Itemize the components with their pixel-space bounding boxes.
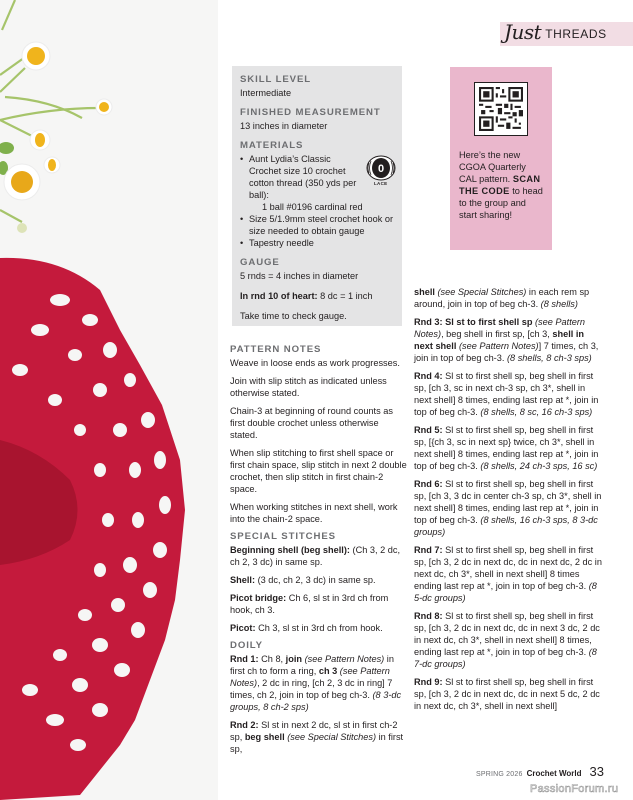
cal-promo-intro: Here’s the new CGOA Quarterly CAL pattern. — [459, 150, 526, 184]
round-text: , 2 dc in ring, [ch 2, 3 dc in ring] 7 times, ch 2, join in top of beg ch-3. — [230, 678, 393, 700]
gauge-heart-value: 8 dc = 1 inch — [317, 291, 373, 301]
doily-and-daisies-illustration — [0, 0, 218, 800]
material-item: • Aunt Lydia’s Classic Crochet size 10 crochet cotton thread (350 yds per ball): — [240, 153, 394, 201]
stitch-desc: Ch 3, sl st in 3rd ch from hook. — [255, 623, 383, 633]
round-text: in first sp, — [230, 732, 404, 754]
stitch-name: Picot: — [230, 623, 256, 633]
special-stitch-beg-shell — [230, 544, 408, 568]
issue-season: SPRING 2026 — [476, 771, 523, 778]
round-stitch-count: (8 7-dc groups) — [414, 647, 597, 669]
special-stitches-heading: SPECIAL STITCHES — [230, 531, 336, 542]
round-text: Sl st to first shell sp, beg shell in first sp, [ch 3, 3 dc in center ch-3 sp, ch 3*, shell in next shell] 8 times, ending last rep at *, join in top of beg ch-3. — [414, 479, 602, 525]
round-stitch-count: (8 shells, 8 sc, 16 ch-3 sps) — [480, 407, 593, 417]
round-bold-term: join — [285, 654, 303, 664]
stitch-name: Beginning shell (beg shell): — [230, 545, 350, 555]
qr-code-graphic — [479, 87, 523, 131]
round-text: Sl st to first shell sp, beg shell in first sp, [ch 3, 2 dc in next dc, dc in next dc, 2 dc in next dc, ch 3*, shell in next shell] 8 times ending last rep at *, join in top of beg ch-3. — [414, 545, 602, 591]
round-label: Rnd 2: — [230, 720, 259, 730]
qr-code-icon[interactable] — [474, 82, 528, 136]
pattern-note: Chain-3 at beginning of round counts as first double crochet unless otherwise stated. — [230, 406, 393, 440]
round-4-instruction — [414, 370, 604, 418]
round-2-continued — [414, 286, 604, 310]
gauge-section — [240, 257, 394, 322]
round-reference: (see Pattern Notes) — [414, 317, 586, 339]
gauge-heart-label: In rnd 10 of heart: — [240, 291, 318, 301]
special-stitch-picot-bridge — [230, 592, 408, 616]
round-7-instruction — [414, 544, 604, 604]
round-reference: (see Pattern Notes) — [230, 666, 390, 688]
gauge-heart-line — [240, 290, 394, 302]
doily-heading: DOILY — [230, 640, 263, 651]
round-bold-term: beg shell — [244, 732, 285, 742]
yarn-weight-label: LACE — [374, 181, 388, 186]
round-text: ] 7 times, ch 3, join in top of beg ch-3. — [414, 341, 599, 363]
round-6-instruction — [414, 478, 604, 538]
brand-script-word: Just — [504, 20, 542, 44]
skill-level-heading: SKILL LEVEL — [240, 74, 312, 85]
cal-promo-text — [459, 149, 543, 221]
scan-the-code-callout: SCAN THE CODE — [459, 174, 541, 196]
round-label: Rnd 1: — [230, 654, 259, 664]
cal-promo-box — [450, 67, 552, 250]
round-label: Rnd 4: — [414, 371, 443, 381]
finished-measurement-value: 13 inches in diameter — [240, 121, 328, 131]
round-text: Sl st to first shell sp, beg shell in first sp, [ch 3, sc in next ch-3 sp, ch 3*, shell in next shell] 8 times, ending last rep at *, join in top of beg ch-3. — [414, 371, 599, 417]
pattern-note: When working stitches in next shell, work into the chain-2 space. — [230, 502, 398, 524]
special-stitch-picot — [230, 622, 408, 634]
round-text: Sl st to first shell sp, beg shell in first sp, [ch 3, 2 dc in next dc, dc in next 3 dc, 2 dc in next dc, ch 3*, shell in next shell] 8 times, ending last rep at *, join in top of beg ch-3. — [414, 611, 600, 657]
round-stitch-count: (8 shells, 16 ch-3 sps, 8 3-dc groups) — [414, 515, 598, 537]
round-2-instruction — [230, 719, 408, 755]
round-label: Rnd 5: — [414, 425, 443, 435]
round-bold-term: shell in next shell — [414, 329, 585, 351]
material-item: 1 ball #0196 cardinal red — [262, 202, 363, 212]
round-1-instruction — [230, 653, 408, 713]
gauge-line: 5 rnds = 4 inches in diameter — [240, 271, 359, 281]
round-text: Sl st to first shell sp, beg shell in first sp, [ch 3, 2 dc in next dc, dc in next 5 dc, 2 dc in next dc, ch 3*, shell in next shell] — [414, 677, 600, 711]
special-stitch-shell — [230, 574, 408, 586]
finished-measurement-heading: FINISHED MEASUREMENT — [240, 107, 381, 118]
round-reference: (see Special Stitches) — [284, 732, 377, 742]
round-text: , beg shell in first sp, [ch 3, — [441, 329, 553, 339]
round-stitch-count: (8 shells) — [540, 299, 578, 309]
pattern-note: When slip stitching to first shell space or first chain space, slip stitch in next 2 double crochet, then slip stitch in first chain-2 space. — [230, 448, 407, 494]
round-text: Sl st to first shell sp, beg shell in first sp, [{ch 3, sc in next sp} twice, ch 3*, shell in next shell] 8 times, ending last rep at *, join in top of beg ch-3. — [414, 425, 599, 471]
finished-measurement-section — [240, 107, 394, 132]
page-footer — [476, 764, 604, 779]
crochet-doily — [0, 258, 185, 800]
forum-watermark: PassionForum.ru — [530, 783, 619, 795]
round-reference: (see Pattern Notes) — [456, 341, 539, 351]
round-text: in each rem sp around, join in top of beg ch-3. — [414, 287, 590, 309]
round-stitch-count: (8 5-dc groups) — [414, 581, 597, 603]
round-label: Rnd 3: Sl st to first shell sp — [414, 317, 533, 327]
right-text-column — [414, 286, 604, 718]
material-item: • Tapestry needle — [240, 237, 394, 249]
material-item: • Size 5/1.9mm steel crochet hook or size needed to obtain gauge — [240, 213, 394, 237]
round-reference: (see Pattern Notes) — [302, 654, 385, 664]
pattern-note: Join with slip stitch as indicated unless otherwise stated. — [230, 376, 387, 398]
svg-text:0: 0 — [377, 163, 385, 175]
round-5-instruction — [414, 424, 604, 472]
skill-level-value: Intermediate — [240, 88, 292, 98]
section-brand-banner — [500, 22, 633, 46]
round-label: Rnd 6: — [414, 479, 443, 489]
round-stitch-count: (8 shells, 8 ch-3 sps) — [506, 353, 592, 363]
pattern-notes-heading: PATTERN NOTES — [230, 344, 322, 355]
stitch-desc: (Ch 3, 2 dc, ch 2, 3 dc) in same sp. — [230, 545, 401, 567]
round-label: Rnd 9: — [414, 677, 443, 687]
round-label: Rnd 7: — [414, 545, 443, 555]
stitch-desc: Ch 6, sl st in 3rd ch from hook, ch 3. — [230, 593, 389, 615]
brand-caps-word: THREADS — [545, 27, 607, 41]
stitch-name: Shell: — [230, 575, 256, 585]
magazine-name: Crochet World — [526, 769, 582, 778]
round-9-instruction — [414, 676, 604, 712]
round-stitch-count: (8 shells, 24 ch-3 sps, 16 sc) — [480, 461, 598, 471]
round-bold-term: shell — [414, 287, 435, 297]
yarn-weight-lace-icon — [366, 155, 396, 181]
pattern-note: Weave in loose ends as work progresses. — [230, 358, 400, 368]
cal-promo-outro: to head to the group and start sharing! — [459, 186, 543, 220]
doily-photo — [0, 0, 218, 800]
materials-heading: MATERIALS — [240, 140, 304, 151]
round-bold-term: ch 3 — [318, 666, 338, 676]
daisy-flowers — [4, 42, 112, 233]
left-text-column — [230, 342, 408, 761]
round-text: Sl st in next 2 dc, sl st in first ch-2 sp, — [230, 720, 398, 742]
round-8-instruction — [414, 610, 604, 670]
round-text: in first ch to form a ring, — [230, 654, 394, 676]
round-reference: (see Special Stitches) — [434, 287, 527, 297]
gauge-heading: GAUGE — [240, 257, 280, 268]
round-label: Rnd 8: — [414, 611, 443, 621]
round-text: Ch 8, — [258, 654, 286, 664]
round-3-instruction — [414, 316, 604, 364]
stitch-desc: (3 dc, ch 2, 3 dc) in same sp. — [255, 575, 376, 585]
stitch-name: Picot bridge: — [230, 593, 287, 603]
round-stitch-count: (8 3-dc groups, 8 ch-2 sps) — [230, 690, 402, 712]
gauge-check-line: Take time to check gauge. — [240, 311, 347, 321]
page-number: 33 — [589, 764, 604, 779]
skill-level-section — [240, 74, 394, 99]
pattern-info-box — [232, 66, 402, 326]
